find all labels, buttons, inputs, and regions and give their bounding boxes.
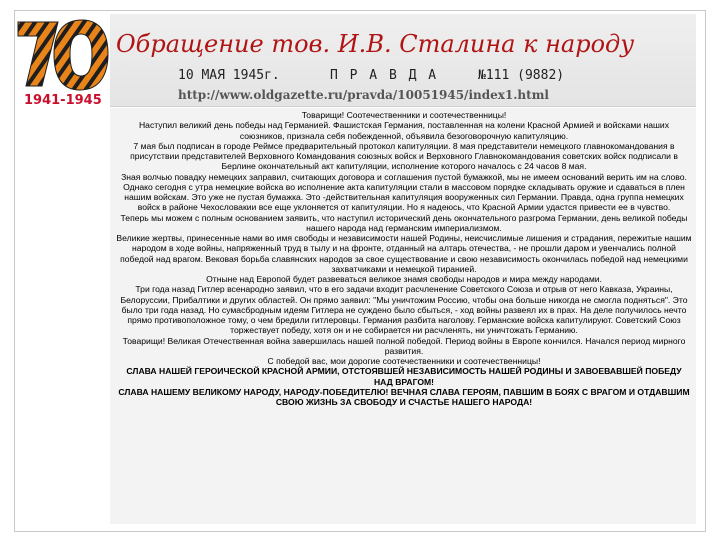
paragraph: Товарищи! Великая Отечественная война завершилась нашей полной победой. Период войны в Европе кончился. Начался период мирного развития. [122, 335, 686, 356]
digit-seven-shape [18, 22, 58, 86]
logo-years: 1941-1945 [24, 93, 102, 108]
issue-number: №111 (9882) [478, 68, 565, 83]
issue-date: 10 МАЯ 1945г. [178, 68, 280, 83]
paragraph: Теперь мы можем с полным основанием заявить, что наступил исторический день окончательного разгрома Германии, день великой победы нашего народа над германским империализмом. [120, 212, 688, 233]
closing-slogan: СЛАВА НАШЕМУ ВЕЛИКОМУ НАРОДУ, НАРОДУ-ПОБЕДИТЕЛЮ! ВЕЧНАЯ СЛАВА ГЕРОЯМ, ПАВШИМ В БОЯХ С ВРАГОМ И ОТДАВШИМ СВОЮ ЖИЗНЬ ЗА СВОБОДУ И СЧАСТЬЕ НАШЕГО НАРОДА! [118, 386, 690, 407]
closing-slogan: СЛАВА НАШЕЙ ГЕРОИЧЕСКОЙ КРАСНОЙ АРМИИ, ОТСТОЯВШЕЙ НЕЗАВИСИМОСТЬ НАШЕЙ РОДИНЫ И ЗАВОЕВАВШЕЙ ПОБЕДУ НАД ВРАГОМ! [126, 366, 682, 387]
article-body [116, 110, 692, 407]
page-title: Обращение тов. И.В. Сталина к народу [116, 30, 635, 58]
paragraph: Товарищи! Соотечественники и соотечественницы! [301, 110, 507, 120]
digit-zero-shape [54, 20, 108, 90]
victory-70-logo [14, 14, 110, 110]
paragraph: Зная волчью повадку немецких заправил, считающих договора и соглашения пустой бумажкой, мы не имеем оснований верить им на слово. Однако сегодня с утра немецкие войска во исполнение акта капитуляции стали в массовом порядке складывать оружие и сдаваться в плен нашим войскам. Это уже не пустая бумажка. Это -действительная капитуляция вооруженных сил Германии. Правда, одна группа немецких войск в районе Чехословакии все еще уклоняется от капитуляции. Но я надеюсь, что Красной Армии удастся привести ее в чувство. [121, 171, 687, 213]
paragraph: С победой вас, мои дорогие соотечественники и соотечественницы! [267, 356, 541, 366]
paragraph: Великие жертвы, принесенные нами во имя свободы и независимости нашей Родины, неисчислимые лишения и страдания, пережитые нашим народом в ходе войны, напряженный труд в тылу и на фронте, отданный на алтарь отечества, - не прошли даром и увенчались полной победой над врагом. Вековая борьба славянских народов за свое существование и свою независимость окончилась победой над немецкими захватчиками и немецкой тиранией. [116, 233, 692, 274]
paragraph: Три года назад Гитлер всенародно заявил, что в его задачи входит расчленение Советского Союза и отрыв от него Кавказа, Украины, Белоруссии, Прибалтики и других областей. Он прямо заявил: "Мы уничтожим Россию, чтобы она больше никогда не смогла подняться". Это было три года назад. Но сумасбродным идеям Гитлера не суждено было сбыться, - ход войны развеял их в прах. На деле получилось нечто прямо противоположное тому, о чем бредили гитлеровцы. Германия разбита наголову. Германские войска капитулируют. Советский Союз торжествует победу, хотя он и не собирается ни расчленять, ни уничтожать Германию. [120, 284, 688, 336]
paragraph: Наступил великий день победы над Германией. Фашистская Германия, поставленная на колени Красной Армией и войсками наших союзников, признала себя побежденной, объявила безоговорочную капитуляцию. [138, 120, 670, 141]
paragraph: 7 мая был подписан в городе Реймсе предварительный протокол капитуляции. 8 мая представители немецкого главнокомандования в присутствии представителей Верховного Командования союзных войск и Верховного Главнокомандования советских войск подписали в Берлине окончательный акт капитуляции, исполнение которого началось с 24 часов 8 мая. [130, 140, 678, 172]
newspaper-name: П Р А В Д А [330, 68, 439, 83]
source-url: http://www.oldgazette.ru/pravda/10051945/index1.html [178, 88, 549, 102]
paragraph: Отныне над Европой будет развеваться великое знамя свободы народов и мира между народами. [206, 274, 602, 284]
